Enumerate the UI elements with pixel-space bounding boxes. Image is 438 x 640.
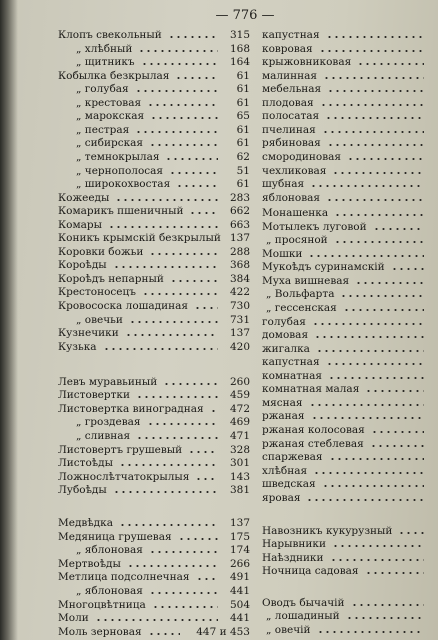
page-gutter-shadow bbox=[0, 0, 18, 640]
entry-label: Листовертка виноградная bbox=[58, 402, 204, 415]
entry-label: „ овечьи bbox=[76, 313, 123, 326]
entry-label: Кузька bbox=[58, 340, 97, 353]
leader-dots bbox=[319, 42, 424, 56]
index-entry bbox=[58, 557, 250, 571]
index-entry bbox=[262, 524, 430, 538]
entry-label: полосатая bbox=[262, 110, 320, 123]
entry-label: Медяница грушевая bbox=[58, 530, 172, 543]
leader-dots bbox=[169, 164, 218, 178]
leader-dots bbox=[119, 456, 218, 470]
entry-label: Наѣздники bbox=[262, 551, 324, 564]
leader-dots bbox=[320, 96, 424, 110]
leader-dots bbox=[334, 233, 424, 247]
leader-dots bbox=[347, 150, 424, 164]
index-entry bbox=[58, 516, 250, 530]
entry-page-number: 315 bbox=[229, 29, 250, 41]
leader-dots bbox=[149, 136, 218, 150]
index-entry bbox=[58, 402, 250, 416]
index-entry bbox=[262, 423, 430, 437]
index-entry bbox=[262, 274, 430, 288]
entry-label: Монашенка bbox=[262, 207, 329, 220]
leader-dots bbox=[165, 150, 218, 164]
leader-dots bbox=[346, 609, 424, 623]
entry-label: „ Вольфарта bbox=[266, 288, 335, 301]
index-entry bbox=[262, 491, 430, 505]
entry-label: шведская bbox=[262, 478, 316, 491]
index-entry bbox=[262, 191, 430, 205]
leader-dots bbox=[189, 204, 218, 218]
entry-label: „ чернополосая bbox=[76, 164, 164, 177]
entry-label: „ яблоновая bbox=[76, 544, 143, 557]
leader-dots bbox=[317, 623, 424, 637]
leader-dots bbox=[147, 96, 218, 110]
leader-dots bbox=[135, 123, 218, 137]
leader-dots bbox=[391, 260, 424, 274]
index-entry bbox=[262, 450, 430, 464]
index-entry bbox=[58, 28, 250, 42]
entry-page-number: 504 bbox=[229, 598, 250, 611]
leader-dots bbox=[332, 164, 424, 178]
index-entry bbox=[58, 443, 250, 457]
leader-dots bbox=[113, 258, 218, 272]
index-entry bbox=[58, 191, 250, 205]
index-entry bbox=[58, 543, 250, 557]
entry-label: „ темнокрылая bbox=[76, 150, 160, 163]
index-entry bbox=[262, 578, 430, 592]
entry-label: пчелиная bbox=[262, 123, 316, 136]
entry-page-number: 472 bbox=[229, 402, 250, 415]
index-entry bbox=[58, 530, 250, 544]
entry-label: „ просяной bbox=[266, 234, 328, 247]
entry-label: Клопъ свекольный bbox=[58, 29, 162, 41]
entry-label: Коникъ крымскій безкрылый bbox=[58, 232, 221, 245]
leader-dots bbox=[136, 388, 218, 402]
leader-dots bbox=[328, 369, 424, 383]
entry-label: голубая bbox=[262, 315, 306, 328]
entry-label: Крестоносецъ bbox=[58, 286, 136, 299]
entry-label: Мертвоѣды bbox=[58, 557, 121, 570]
leader-dots bbox=[149, 584, 218, 598]
entry-label: „ сливная bbox=[76, 429, 131, 442]
index-entry bbox=[58, 598, 250, 612]
leader-dots bbox=[113, 483, 218, 497]
entry-page-number: 328 bbox=[229, 443, 250, 456]
entry-label: Моли bbox=[58, 612, 89, 625]
index-entry bbox=[58, 584, 250, 598]
leader-dots bbox=[355, 274, 424, 288]
index-entry bbox=[262, 504, 430, 518]
leader-dots bbox=[136, 429, 218, 443]
index-entry bbox=[58, 204, 250, 218]
entry-page-number: 65 bbox=[236, 110, 250, 123]
index-entry bbox=[58, 429, 250, 443]
index-entry bbox=[262, 82, 430, 96]
entry-label: малинная bbox=[262, 69, 317, 82]
index-entry bbox=[262, 609, 430, 623]
entry-page-number: 266 bbox=[229, 557, 250, 570]
entry-label: Кожееды bbox=[58, 191, 110, 204]
entry-page-number: 420 bbox=[229, 340, 250, 353]
leader-dots bbox=[370, 437, 424, 451]
index-entry bbox=[58, 164, 250, 178]
index-entry bbox=[262, 164, 430, 178]
leader-dots bbox=[108, 218, 218, 232]
index-entry bbox=[262, 437, 430, 451]
entry-label: Мошки bbox=[262, 247, 303, 260]
entry-page-number: 51 bbox=[236, 164, 250, 177]
leader-dots bbox=[195, 470, 218, 484]
index-entry bbox=[262, 315, 430, 329]
leader-dots bbox=[135, 82, 218, 96]
entry-label: Муха вишневая bbox=[262, 274, 350, 287]
index-entry bbox=[262, 109, 430, 123]
entry-label: капустная bbox=[262, 29, 320, 41]
leader-dots bbox=[316, 342, 424, 356]
index-entry bbox=[58, 123, 250, 137]
entry-page-number: 137 bbox=[229, 327, 250, 340]
leader-dots bbox=[103, 340, 218, 354]
leader-dots bbox=[343, 301, 424, 315]
entry-label: ржаная стеблевая bbox=[262, 437, 364, 450]
leader-dots bbox=[326, 355, 424, 369]
leader-dots bbox=[351, 596, 424, 610]
index-entry bbox=[262, 342, 430, 356]
leader-dots bbox=[194, 299, 218, 313]
entry-label: смородиновая bbox=[262, 150, 341, 163]
leader-dots bbox=[170, 272, 218, 286]
entry-label: „ гессенская bbox=[266, 302, 337, 314]
leader-dots bbox=[188, 443, 218, 457]
leader-dots bbox=[147, 415, 218, 429]
entry-label: „ хлѣбный bbox=[76, 42, 133, 55]
index-entry bbox=[262, 396, 430, 410]
leader-dots bbox=[176, 177, 218, 191]
leader-dots bbox=[309, 396, 424, 410]
entry-page-number: 368 bbox=[229, 259, 250, 272]
entry-label: хлѣбная bbox=[262, 464, 308, 477]
index-entry bbox=[262, 596, 430, 610]
entry-page-number: 663 bbox=[229, 218, 250, 231]
entry-page-number: 422 bbox=[229, 286, 250, 299]
entry-label: „ лошадиный bbox=[266, 610, 340, 623]
entry-label: Короѣдъ непарный bbox=[58, 272, 164, 285]
leader-dots bbox=[308, 247, 424, 261]
index-entry bbox=[58, 497, 250, 511]
index-entry bbox=[262, 355, 430, 369]
index-entry bbox=[58, 42, 250, 56]
leader-dots bbox=[119, 516, 218, 530]
index-entry bbox=[262, 42, 430, 56]
index-entry bbox=[262, 564, 430, 578]
leader-dots bbox=[125, 326, 218, 340]
entry-label: Комарикъ пшеничный bbox=[58, 205, 184, 218]
leader-dots bbox=[322, 123, 424, 137]
index-entry bbox=[262, 55, 430, 69]
leader-dots bbox=[313, 464, 424, 478]
entry-page-number: 61 bbox=[236, 96, 250, 109]
entry-label: Нарывники bbox=[262, 538, 326, 551]
index-entry bbox=[58, 299, 250, 313]
leader-dots bbox=[150, 109, 218, 123]
index-entry bbox=[58, 285, 250, 299]
leader-dots bbox=[310, 177, 424, 191]
entry-page-number: 137 bbox=[229, 232, 250, 245]
entry-page-number: 61 bbox=[236, 123, 250, 136]
leader-dots bbox=[306, 491, 424, 505]
index-entry bbox=[58, 415, 250, 429]
entry-label: Комары bbox=[58, 218, 102, 231]
entry-label: ржаная колосовая bbox=[262, 423, 365, 436]
leader-dots bbox=[148, 625, 180, 639]
leader-dots bbox=[371, 423, 424, 437]
index-entry bbox=[58, 340, 250, 354]
entry-label: Ложнослѣтчатокрылыя bbox=[58, 470, 190, 483]
leader-dots bbox=[332, 537, 424, 551]
entry-page-number: 381 bbox=[229, 484, 250, 497]
leader-dots bbox=[152, 598, 218, 612]
entry-label: Кровососка лошадиная bbox=[58, 300, 189, 312]
entry-page-number: 143 bbox=[229, 470, 250, 483]
entry-page-number: 260 bbox=[229, 375, 250, 388]
index-entry bbox=[262, 328, 430, 342]
entry-label: шубная bbox=[262, 178, 305, 191]
entry-label: Медвѣдка bbox=[58, 517, 113, 530]
leader-dots bbox=[95, 611, 218, 625]
leader-dots bbox=[323, 69, 424, 83]
index-entry bbox=[262, 220, 430, 234]
leader-dots bbox=[340, 287, 424, 301]
index-entry bbox=[58, 388, 250, 402]
index-entry bbox=[262, 260, 430, 274]
entry-label: Мотылекъ луговой bbox=[262, 220, 367, 233]
leader-dots bbox=[314, 328, 424, 342]
entry-page-number: 384 bbox=[229, 272, 250, 285]
entry-page-number: 61 bbox=[236, 137, 250, 150]
entry-label: „ сибирская bbox=[76, 137, 144, 150]
entry-label: крыжовниковая bbox=[262, 56, 352, 69]
entry-label: Короѣды bbox=[58, 259, 107, 272]
entry-label: Мукоѣдъ суринамскій bbox=[262, 261, 385, 274]
entry-label: капустная bbox=[262, 356, 320, 369]
entry-page-number: 469 bbox=[229, 416, 250, 429]
leader-dots bbox=[365, 564, 424, 578]
index-entry bbox=[58, 326, 250, 340]
leader-dots bbox=[311, 409, 424, 423]
index-entry bbox=[262, 537, 430, 551]
index-entry bbox=[262, 287, 430, 301]
index-entry bbox=[262, 69, 430, 83]
index-entry bbox=[58, 611, 250, 625]
entry-page-number: 441 bbox=[229, 612, 250, 625]
leader-dots bbox=[149, 245, 218, 259]
leader-dots bbox=[149, 543, 218, 557]
index-entry bbox=[58, 353, 250, 367]
entry-page-number: 174 bbox=[229, 544, 250, 557]
leader-dots bbox=[329, 450, 424, 464]
entry-label: ржаная bbox=[262, 410, 305, 423]
entry-page-number: 471 bbox=[229, 429, 250, 442]
index-entry bbox=[58, 258, 250, 272]
index-entry bbox=[58, 82, 250, 96]
index-entry bbox=[262, 623, 430, 637]
entry-label: „ голубая bbox=[76, 83, 129, 96]
index-entry bbox=[58, 570, 250, 584]
leader-dots bbox=[115, 191, 218, 205]
index-entry bbox=[262, 409, 430, 423]
entry-label: „ марокская bbox=[76, 110, 145, 123]
leader-dots bbox=[142, 285, 218, 299]
leader-dots bbox=[196, 570, 218, 584]
index-entry bbox=[58, 218, 250, 232]
leader-dots bbox=[168, 28, 218, 42]
index-entry bbox=[58, 231, 250, 245]
leader-dots bbox=[330, 551, 424, 565]
index-entry bbox=[262, 233, 430, 247]
entry-label: Листоѣды bbox=[58, 457, 113, 470]
index-entry bbox=[262, 96, 430, 110]
index-entry bbox=[58, 177, 250, 191]
leader-dots bbox=[175, 69, 218, 83]
leader-dots bbox=[129, 313, 218, 327]
index-entry bbox=[58, 150, 250, 164]
entry-page-number: 441 bbox=[229, 585, 250, 597]
entry-page-number: 301 bbox=[229, 457, 250, 470]
entry-page-number: 168 bbox=[229, 42, 250, 55]
entry-page-number: 62 bbox=[236, 150, 250, 163]
entry-page-number: 61 bbox=[236, 178, 250, 191]
entry-label: Моль зерновая bbox=[58, 625, 142, 638]
index-entry bbox=[58, 483, 250, 497]
entry-page-number: 175 bbox=[229, 530, 250, 543]
index-entry bbox=[262, 123, 430, 137]
entry-page-number: 731 bbox=[229, 313, 250, 326]
entry-label: Метлица подсолнечная bbox=[58, 571, 190, 584]
index-entry bbox=[262, 477, 430, 491]
entry-page-number: 459 bbox=[229, 389, 250, 402]
entry-label: „ щитникъ bbox=[76, 56, 135, 69]
index-entry bbox=[58, 96, 250, 110]
entry-page-number: 730 bbox=[229, 300, 250, 312]
leader-dots bbox=[322, 477, 424, 491]
leader-dots bbox=[178, 530, 218, 544]
index-entry bbox=[262, 247, 430, 261]
entry-label: домовая bbox=[262, 329, 309, 342]
entry-label: Навозникъ кукурузный bbox=[262, 524, 393, 537]
entry-label: Оводъ бычачій bbox=[262, 596, 345, 609]
index-entry bbox=[58, 136, 250, 150]
entry-label: комнатная bbox=[262, 369, 323, 382]
index-entry bbox=[262, 301, 430, 315]
index-entry bbox=[262, 551, 430, 565]
entry-label: „ пестрая bbox=[76, 123, 130, 136]
index-entry bbox=[58, 245, 250, 259]
entry-page-number: 164 bbox=[229, 56, 250, 69]
entry-label: рябиновая bbox=[262, 137, 321, 150]
entry-label: Кузнечики bbox=[58, 327, 119, 340]
entry-label: чехликовая bbox=[262, 164, 327, 177]
entry-label: комнатная малая bbox=[262, 383, 360, 396]
entry-label: ковровая bbox=[262, 42, 313, 55]
entry-label: Ночница садовая bbox=[262, 565, 359, 578]
entry-label: „ овечій bbox=[266, 623, 311, 636]
entry-label: Листовертки bbox=[58, 389, 130, 402]
index-entry bbox=[58, 313, 250, 327]
entry-page-number: 61 bbox=[236, 69, 250, 82]
entry-label: яровая bbox=[262, 491, 301, 504]
index-entry bbox=[58, 69, 250, 83]
entry-label: Левъ муравьиный bbox=[58, 375, 158, 388]
index-entry bbox=[262, 28, 430, 42]
entry-label: „ яблоновая bbox=[76, 585, 143, 597]
leader-dots bbox=[326, 28, 424, 42]
entry-label: Кобылка безкрылая bbox=[58, 69, 170, 82]
leader-dots bbox=[398, 524, 424, 538]
entry-label: Многоцвѣтница bbox=[58, 598, 146, 611]
leader-dots bbox=[138, 42, 218, 56]
index-entry bbox=[58, 109, 250, 123]
leader-dots bbox=[312, 315, 424, 329]
index-entry bbox=[262, 150, 430, 164]
index-entry bbox=[58, 625, 250, 639]
index-entry bbox=[262, 464, 430, 478]
leader-dots bbox=[327, 82, 424, 96]
entry-label: Лубоѣды bbox=[58, 484, 107, 497]
leader-dots bbox=[365, 382, 424, 396]
leader-dots bbox=[357, 55, 424, 69]
leader-dots bbox=[327, 136, 424, 150]
entry-page-number: 61 bbox=[236, 83, 250, 96]
leader-dots bbox=[210, 402, 218, 416]
entry-label: „ широкохвостая bbox=[76, 178, 171, 191]
index-entry bbox=[58, 456, 250, 470]
leader-dots bbox=[325, 109, 424, 123]
index-entry bbox=[262, 206, 430, 220]
index-entry bbox=[262, 177, 430, 191]
entry-label: яблоновая bbox=[262, 191, 321, 204]
page-number: — 776 — bbox=[215, 8, 275, 23]
entry-label: жигалка bbox=[262, 342, 310, 355]
leader-dots bbox=[163, 375, 218, 389]
index-entry bbox=[262, 136, 430, 150]
entry-label: плодовая bbox=[262, 96, 314, 109]
entry-label: „ крестовая bbox=[76, 96, 142, 109]
leader-dots bbox=[127, 557, 218, 571]
leader-dots bbox=[373, 220, 424, 234]
index-entry bbox=[58, 55, 250, 69]
entry-page-number: 447 и 453 bbox=[196, 625, 250, 638]
index-entry bbox=[262, 369, 430, 383]
entry-page-number: 283 bbox=[229, 191, 250, 204]
entry-page-number: 288 bbox=[229, 245, 250, 258]
index-entry bbox=[58, 470, 250, 484]
index-entry bbox=[262, 382, 430, 396]
leader-dots bbox=[141, 55, 218, 69]
entry-label: мебельная bbox=[262, 83, 322, 96]
entry-label: Листовертъ грушевый bbox=[58, 443, 183, 456]
entry-label: Коровки божьи bbox=[58, 245, 144, 258]
entry-label: спаржевая bbox=[262, 451, 323, 464]
entry-label: мясная bbox=[262, 396, 303, 409]
index-entry bbox=[58, 375, 250, 389]
entry-page-number: 491 bbox=[229, 571, 250, 584]
entry-label: „ гроздевая bbox=[76, 416, 141, 429]
index-entry bbox=[58, 272, 250, 286]
leader-dots bbox=[334, 206, 424, 220]
entry-page-number: 137 bbox=[229, 517, 250, 530]
entry-page-number: 662 bbox=[229, 205, 250, 218]
leader-dots bbox=[326, 191, 424, 205]
